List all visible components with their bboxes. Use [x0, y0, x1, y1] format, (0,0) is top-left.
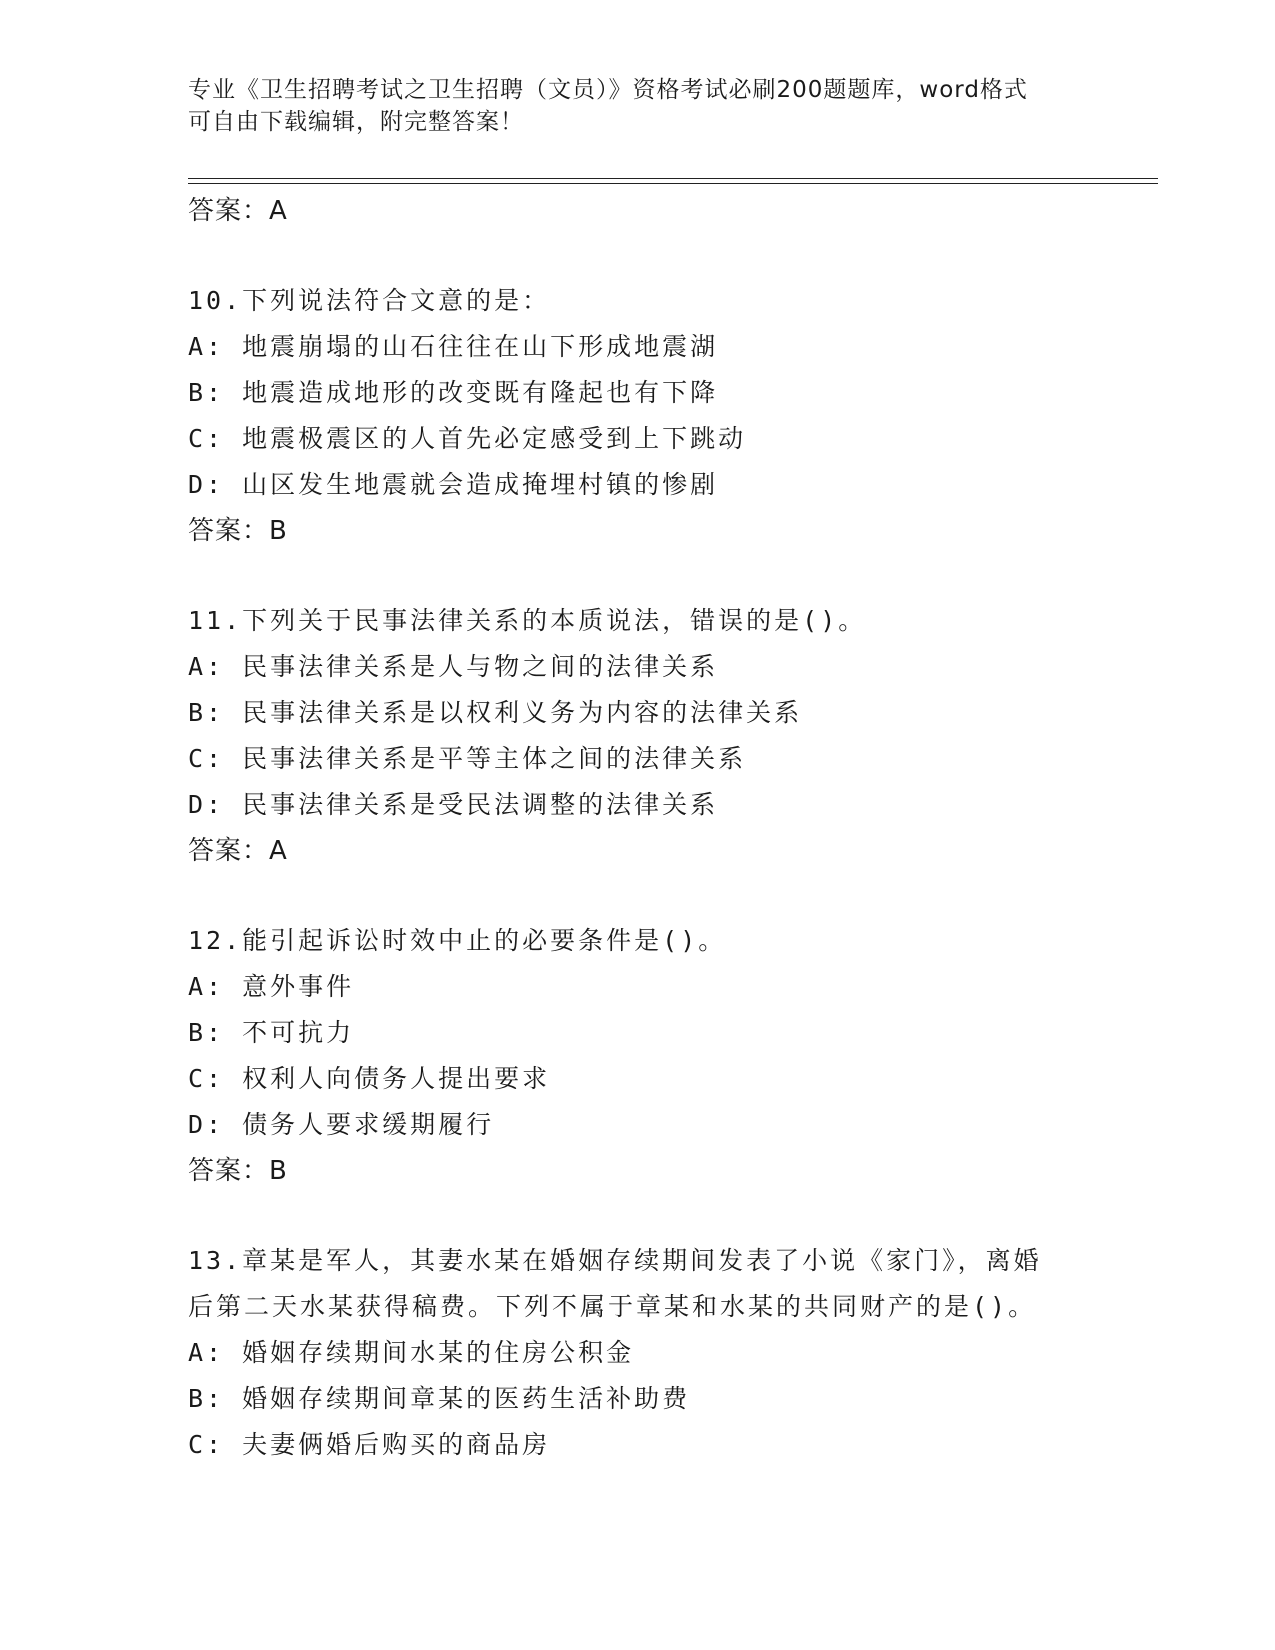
answer: 答案：A	[188, 836, 288, 866]
question-stem: 12.能引起诉讼时效中止的必要条件是()。	[188, 926, 727, 955]
answer: 答案：B	[188, 516, 288, 546]
answer: 答案：B	[188, 1156, 288, 1186]
header-divider-top	[188, 178, 1158, 179]
spacer	[188, 1194, 1088, 1238]
document-header	[188, 74, 1088, 138]
option-c: C: 权利人向债务人提出要求	[188, 1064, 551, 1093]
option-c: C: 民事法律关系是平等主体之间的法律关系	[188, 744, 747, 773]
question-stem: 10.下列说法符合文意的是：	[188, 286, 551, 315]
option-c: C: 夫妻俩婚后购买的商品房	[188, 1430, 551, 1459]
question-stem: 11.下列关于民事法律关系的本质说法，错误的是()。	[188, 606, 867, 635]
option-c: C: 地震极震区的人首先必定感受到上下跳动	[188, 424, 747, 453]
option-a: A: 意外事件	[188, 972, 355, 1001]
question-11	[188, 598, 1088, 874]
option-b: B: 婚姻存续期间章某的医药生活补助费	[188, 1384, 691, 1413]
option-a: A: 婚姻存续期间水某的住房公积金	[188, 1338, 635, 1367]
option-d: D: 民事法律关系是受民法调整的法律关系	[188, 790, 719, 819]
option-a: A: 民事法律关系是人与物之间的法律关系	[188, 652, 719, 681]
previous-answer: 答案：A	[188, 196, 288, 226]
question-12	[188, 918, 1088, 1194]
question-list	[188, 188, 1088, 1468]
question-stem-line-2: 后第二天水某获得稿费。下列不属于章某和水某的共同财产的是()。	[188, 1292, 1037, 1321]
option-a: A: 地震崩塌的山石往往在山下形成地震湖	[188, 332, 719, 361]
option-d: D: 山区发生地震就会造成掩埋村镇的惨剧	[188, 470, 719, 499]
spacer	[188, 874, 1088, 918]
option-d: D: 债务人要求缓期履行	[188, 1110, 495, 1139]
spacer	[188, 234, 1088, 278]
header-divider-bottom	[188, 183, 1158, 184]
question-13	[188, 1238, 1088, 1468]
question-stem-line-1: 13.章某是军人，其妻水某在婚姻存续期间发表了小说《家门》，离婚	[188, 1246, 1042, 1275]
header-line-1: 专业《卫生招聘考试之卫生招聘（文员）》资格考试必刷200题题库，word格式	[188, 77, 1028, 103]
option-b: B: 不可抗力	[188, 1018, 355, 1047]
option-b: B: 地震造成地形的改变既有隆起也有下降	[188, 378, 719, 407]
spacer	[188, 554, 1088, 598]
option-b: B: 民事法律关系是以权利义务为内容的法律关系	[188, 698, 803, 727]
header-line-2: 可自由下载编辑，附完整答案！	[188, 109, 524, 135]
question-10	[188, 278, 1088, 554]
